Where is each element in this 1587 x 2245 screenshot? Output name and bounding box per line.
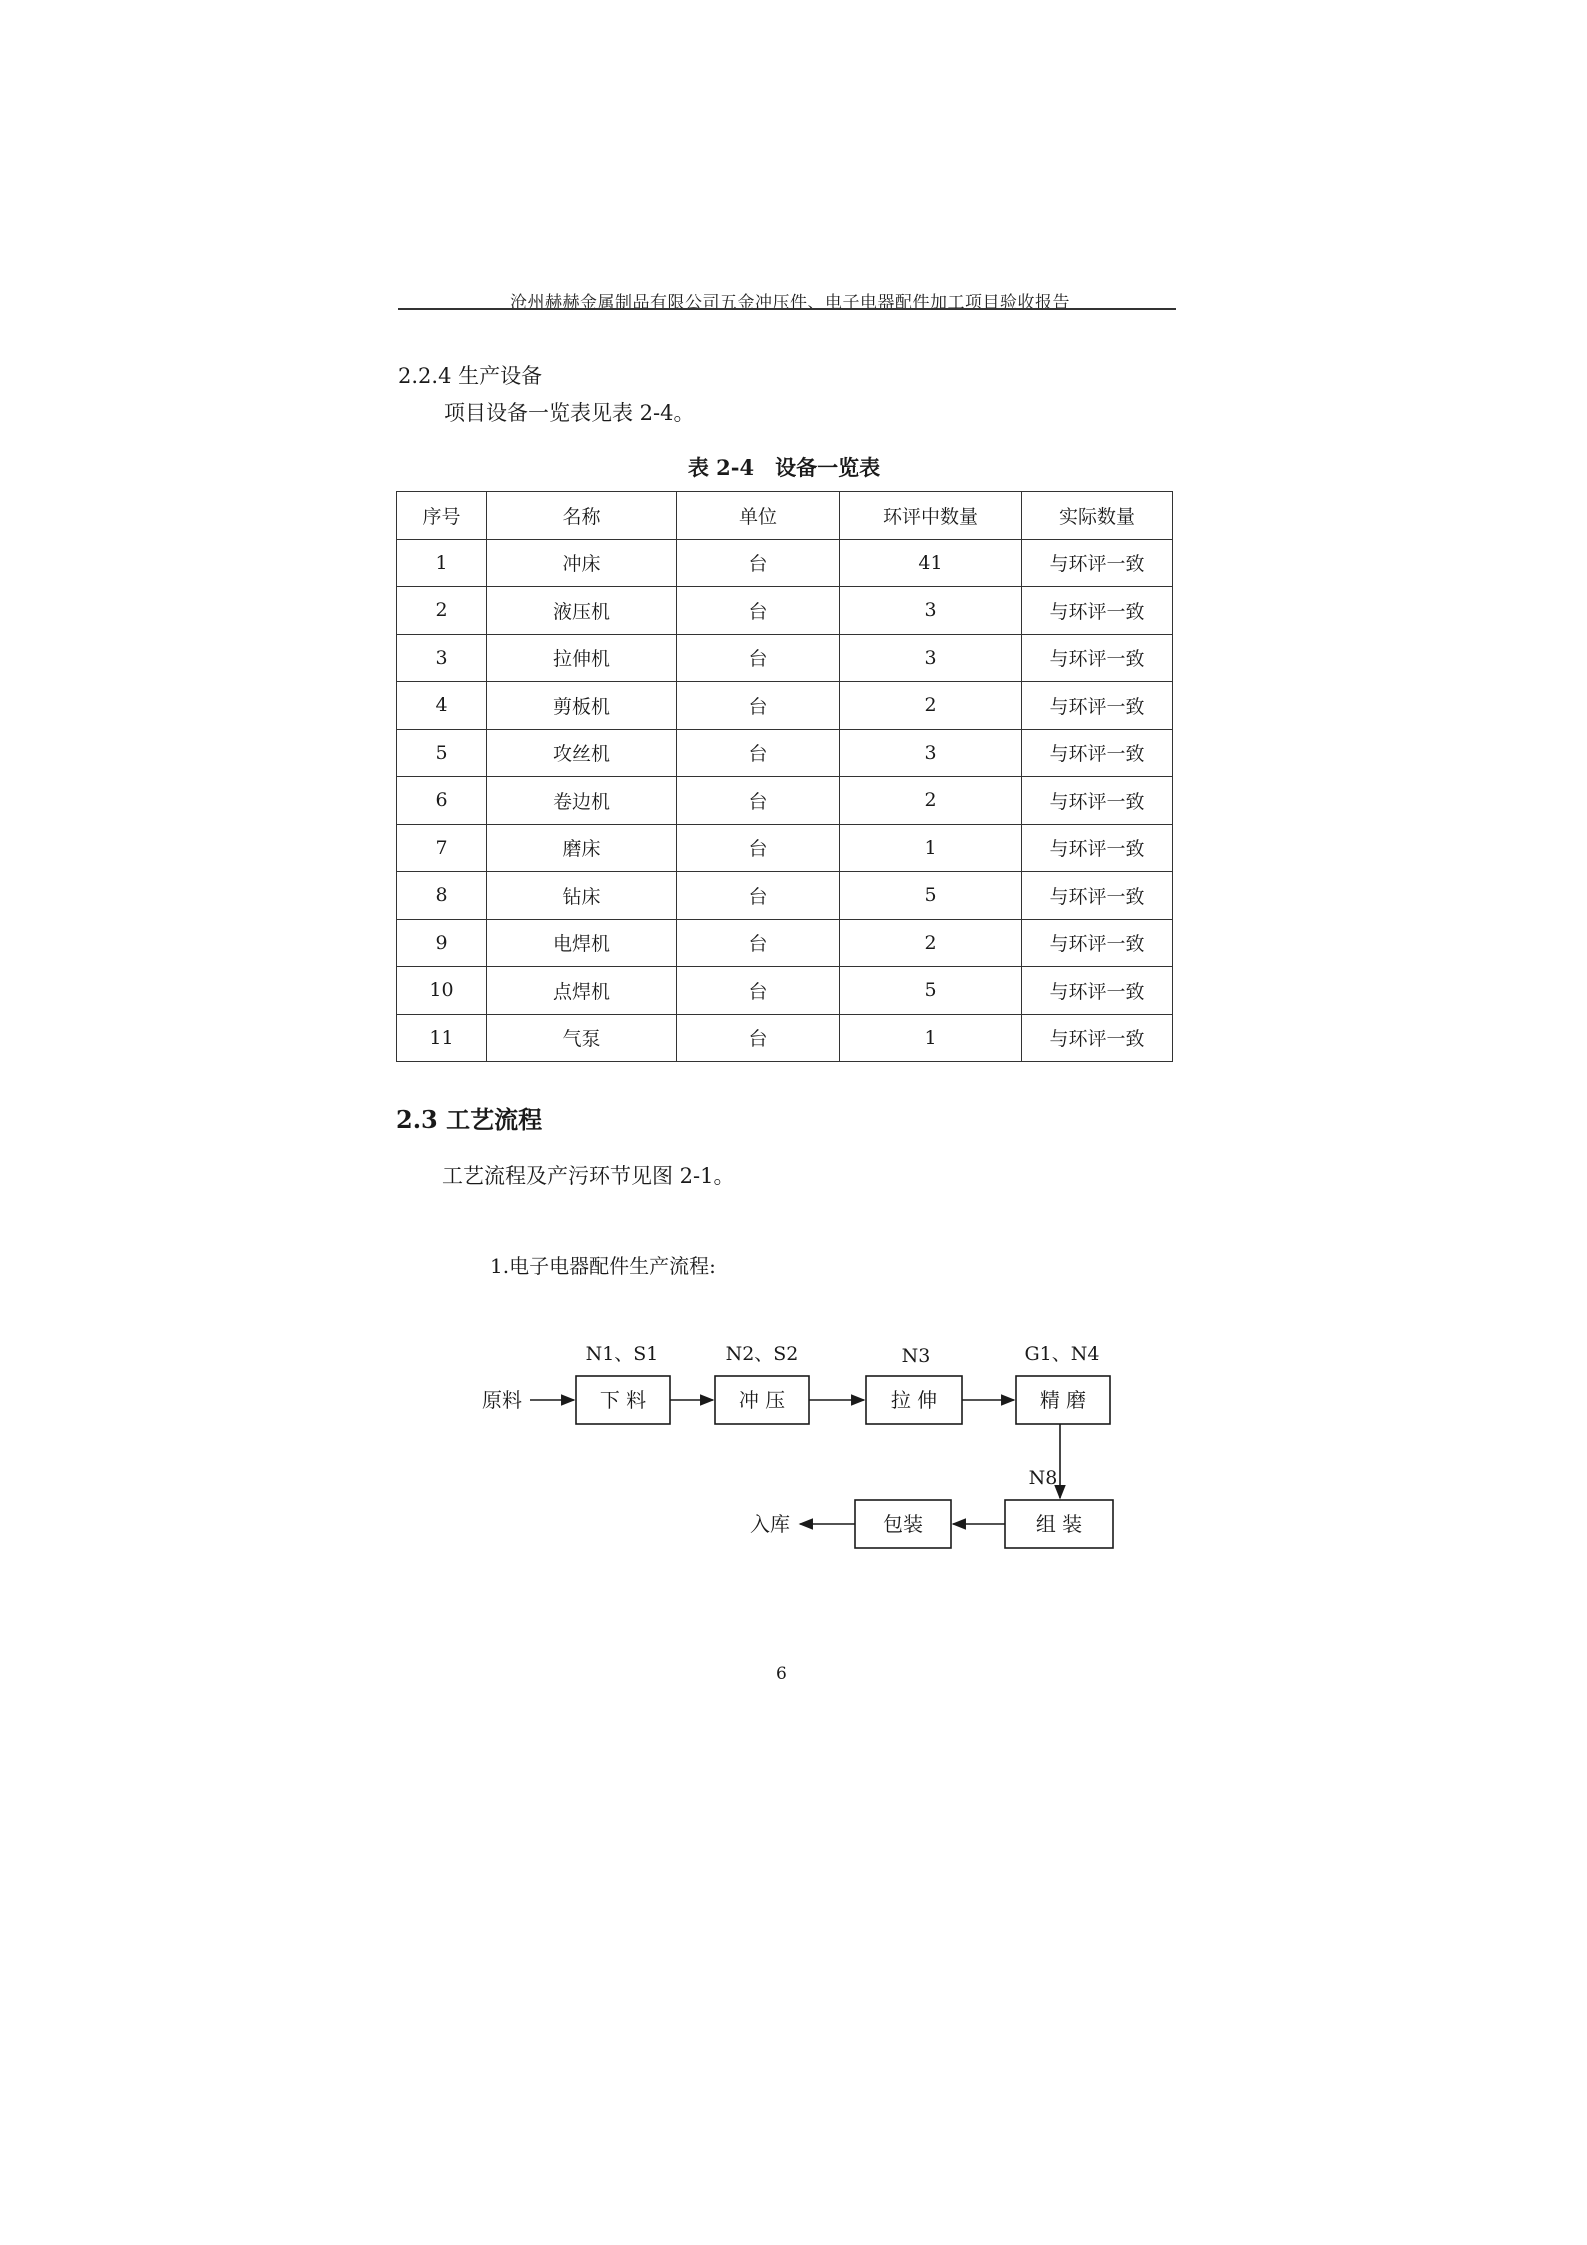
table-row — [397, 967, 1173, 1015]
table-cell: 气泵 — [487, 1014, 677, 1062]
table-cell: 与环评一致 — [1022, 587, 1173, 635]
table-row — [397, 539, 1173, 587]
table-cell: 8 — [397, 872, 487, 920]
step-label: 组 装 — [1035, 1512, 1083, 1536]
table-cell: 与环评一致 — [1022, 539, 1173, 587]
table-cell: 与环评一致 — [1022, 872, 1173, 920]
step-label: 冲 压 — [738, 1388, 786, 1412]
table-cell: 11 — [397, 1014, 487, 1062]
header-cell: 单位 — [677, 492, 840, 540]
table-caption: 表 2-4 设备一览表 — [687, 455, 881, 480]
table-cell: 台 — [677, 777, 840, 825]
table-cell: 3 — [840, 729, 1022, 777]
table-cell: 10 — [397, 967, 487, 1015]
page-number: 6 — [776, 1664, 787, 1684]
emission-label: N8 — [1028, 1467, 1058, 1489]
table-cell: 2 — [397, 587, 487, 635]
table-cell: 2 — [840, 777, 1022, 825]
flow-intro-paragraph: 工艺流程及产污环节见图 2-1。 — [442, 1164, 735, 1188]
table-cell: 5 — [840, 967, 1022, 1015]
table-cell: 钻床 — [487, 872, 677, 920]
table-cell: 台 — [677, 967, 840, 1015]
emission-label: N2、S2 — [725, 1343, 799, 1365]
table-row — [397, 1014, 1173, 1062]
flow-output-label: 入库 — [750, 1512, 790, 1536]
table-cell: 剪板机 — [487, 682, 677, 730]
table-cell: 冲床 — [487, 539, 677, 587]
table-row — [397, 587, 1173, 635]
table-cell: 7 — [397, 824, 487, 872]
step-label: 拉 伸 — [890, 1388, 938, 1412]
table-cell: 9 — [397, 919, 487, 967]
table-cell: 点焊机 — [487, 967, 677, 1015]
table-cell: 液压机 — [487, 587, 677, 635]
table-cell: 与环评一致 — [1022, 634, 1173, 682]
table-cell: 磨床 — [487, 824, 677, 872]
table-cell: 1 — [397, 539, 487, 587]
table-cell: 5 — [840, 872, 1022, 920]
step-label: 包装 — [883, 1512, 923, 1536]
table-cell: 与环评一致 — [1022, 777, 1173, 825]
table-cell: 攻丝机 — [487, 729, 677, 777]
table-cell: 台 — [677, 539, 840, 587]
table-cell: 台 — [677, 1014, 840, 1062]
table-cell: 台 — [677, 824, 840, 872]
emission-label: N3 — [901, 1345, 931, 1367]
table-cell: 台 — [677, 729, 840, 777]
equipment-table — [396, 491, 1173, 1062]
table-cell: 3 — [840, 587, 1022, 635]
emission-label: N1、S1 — [585, 1343, 659, 1365]
table-cell: 与环评一致 — [1022, 729, 1173, 777]
table-header-row — [397, 492, 1173, 540]
table-cell: 41 — [840, 539, 1022, 587]
table-cell: 台 — [677, 919, 840, 967]
header-cell: 序号 — [397, 492, 487, 540]
table-cell: 4 — [397, 682, 487, 730]
table-cell: 3 — [397, 634, 487, 682]
emission-label: G1、N4 — [1024, 1343, 1100, 1365]
table-row — [397, 777, 1173, 825]
table-cell: 1 — [840, 1014, 1022, 1062]
header-cell: 实际数量 — [1022, 492, 1173, 540]
table-intro-paragraph: 项目设备一览表见表 2-4。 — [444, 401, 695, 425]
table-cell: 与环评一致 — [1022, 1014, 1173, 1062]
table-cell: 2 — [840, 682, 1022, 730]
step-label: 精 磨 — [1039, 1388, 1087, 1412]
table-cell: 台 — [677, 872, 840, 920]
table-row — [397, 872, 1173, 920]
header-cell: 名称 — [487, 492, 677, 540]
table-cell: 拉伸机 — [487, 634, 677, 682]
table-row — [397, 682, 1173, 730]
flow-input-label: 原料 — [482, 1388, 522, 1412]
table-cell: 与环评一致 — [1022, 967, 1173, 1015]
process-flow-diagram — [470, 1330, 1130, 1570]
table-row — [397, 824, 1173, 872]
table-cell: 5 — [397, 729, 487, 777]
table-cell: 3 — [840, 634, 1022, 682]
table-cell: 台 — [677, 682, 840, 730]
running-header: 沧州赫赫金属制品有限公司五金冲压件、电子电器配件加工项目验收报告 — [510, 293, 1070, 313]
table-cell: 1 — [840, 824, 1022, 872]
table-cell: 台 — [677, 587, 840, 635]
table-cell: 台 — [677, 634, 840, 682]
table-cell: 2 — [840, 919, 1022, 967]
table-cell: 与环评一致 — [1022, 919, 1173, 967]
table-row — [397, 919, 1173, 967]
table-cell: 与环评一致 — [1022, 824, 1173, 872]
table-cell: 6 — [397, 777, 487, 825]
table-cell: 与环评一致 — [1022, 682, 1173, 730]
header-cell: 环评中数量 — [840, 492, 1022, 540]
section-heading-2-3: 2.3 工艺流程 — [396, 1105, 543, 1134]
flow-diagram-title: 1.电子电器配件生产流程: — [490, 1254, 716, 1278]
table-row — [397, 729, 1173, 777]
table-row — [397, 634, 1173, 682]
header-rule — [398, 308, 1176, 310]
table-cell: 卷边机 — [487, 777, 677, 825]
section-heading-2-2-4: 2.2.4 生产设备 — [398, 364, 543, 388]
step-label: 下 料 — [599, 1388, 647, 1412]
table-cell: 电焊机 — [487, 919, 677, 967]
